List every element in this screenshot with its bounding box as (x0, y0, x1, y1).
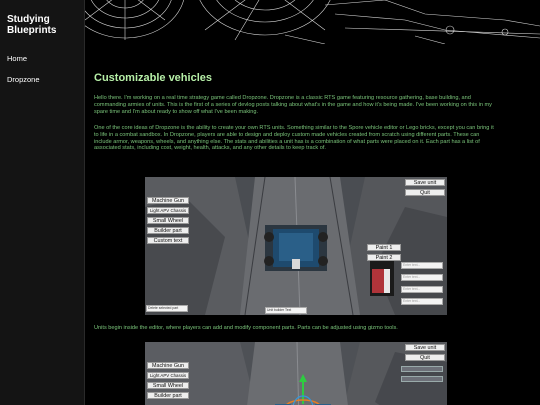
small-wheel-button[interactable]: Small Wheel (147, 217, 189, 224)
stat-field-4[interactable]: Enter text... (401, 298, 443, 305)
nav-item-dropzone[interactable]: Dropzone (7, 75, 40, 84)
quit-button[interactable]: Quit (405, 189, 445, 196)
nav-item-home[interactable]: Home (7, 54, 28, 63)
blueprint-drawing (85, 0, 540, 44)
stat-field-3[interactable]: Enter text... (401, 286, 443, 293)
machine-gun-button-2[interactable]: Machine Gun (147, 362, 189, 369)
site-title-line2[interactable]: Blueprints (7, 25, 57, 36)
editor-paragraph: Units begin inside the editor, where players can add and modify component parts. Parts can be adjusted using gizmo tools. (94, 325, 398, 331)
site-title[interactable] (7, 14, 84, 36)
blueprint-banner (85, 0, 540, 44)
sidebar (0, 0, 85, 405)
quit-button-2[interactable]: Quit (405, 354, 445, 361)
site-title-line1[interactable]: Studying (7, 14, 50, 25)
unit-text-field[interactable]: Unit builder Text (265, 307, 307, 314)
game-scene (145, 177, 447, 315)
core-ideas-paragraph: One of the core ideas of Dropzone is the ability to create your own RTS units. Something similar to the Spore vehicle editor or Lego bricks, except you can bring it to life in a combat sandbox. In Dropzone, players are able to design and deploy custom made vehicles created from scratch using different parts. These can include armor, weapons, wheels, and anything else. The stats and abilities a unit has is a combination of what parts were placed on it. Each part has a list of associated stats, including cost, weight, health, attacks, and any other details to keep track of. (94, 125, 494, 152)
stat-field-2[interactable]: Enter text... (401, 274, 443, 281)
game-scene-2 (145, 342, 447, 405)
intro-paragraph: Hello there. I'm working on a real time strategy game called Dropzone. Dropzone is a classic RTS game featuring resource gathering, base building, and commanding armies of units. This is the first of a series of devlog posts talking about what's in the game and how it's being made. I've been working on this in my spare time and I'm about ready to show off what I've been making. (94, 95, 492, 115)
builder-part-button-2[interactable]: Builder part (147, 392, 189, 399)
editor-screenshot-1 (145, 177, 447, 315)
save-unit-button[interactable]: Save unit (405, 179, 445, 186)
save-unit-button-2[interactable]: Save unit (405, 344, 445, 351)
light-apv-chassis-button[interactable]: Light APV Chassis (147, 207, 189, 214)
editor-screenshot-2 (145, 342, 447, 405)
main-content (85, 44, 540, 405)
machine-gun-button[interactable]: Machine Gun (147, 197, 189, 204)
paint-1-button[interactable]: Paint 1 (367, 244, 401, 251)
light-apv-chassis-button-2[interactable]: Light APV Chassis (147, 372, 189, 379)
stat-field-1[interactable]: Enter text... (401, 262, 443, 269)
delete-selected-part-button[interactable]: Delete selected part (146, 305, 188, 312)
custom-text-button[interactable]: Custom text (147, 237, 189, 244)
stat-field-2-1[interactable] (401, 366, 443, 372)
small-wheel-button-2[interactable]: Small Wheel (147, 382, 189, 389)
builder-part-button[interactable]: Builder part (147, 227, 189, 234)
paint-2-button[interactable]: Paint 2 (367, 254, 401, 261)
stat-field-2-2[interactable] (401, 376, 443, 382)
post-title: Customizable vehicles (94, 72, 212, 84)
